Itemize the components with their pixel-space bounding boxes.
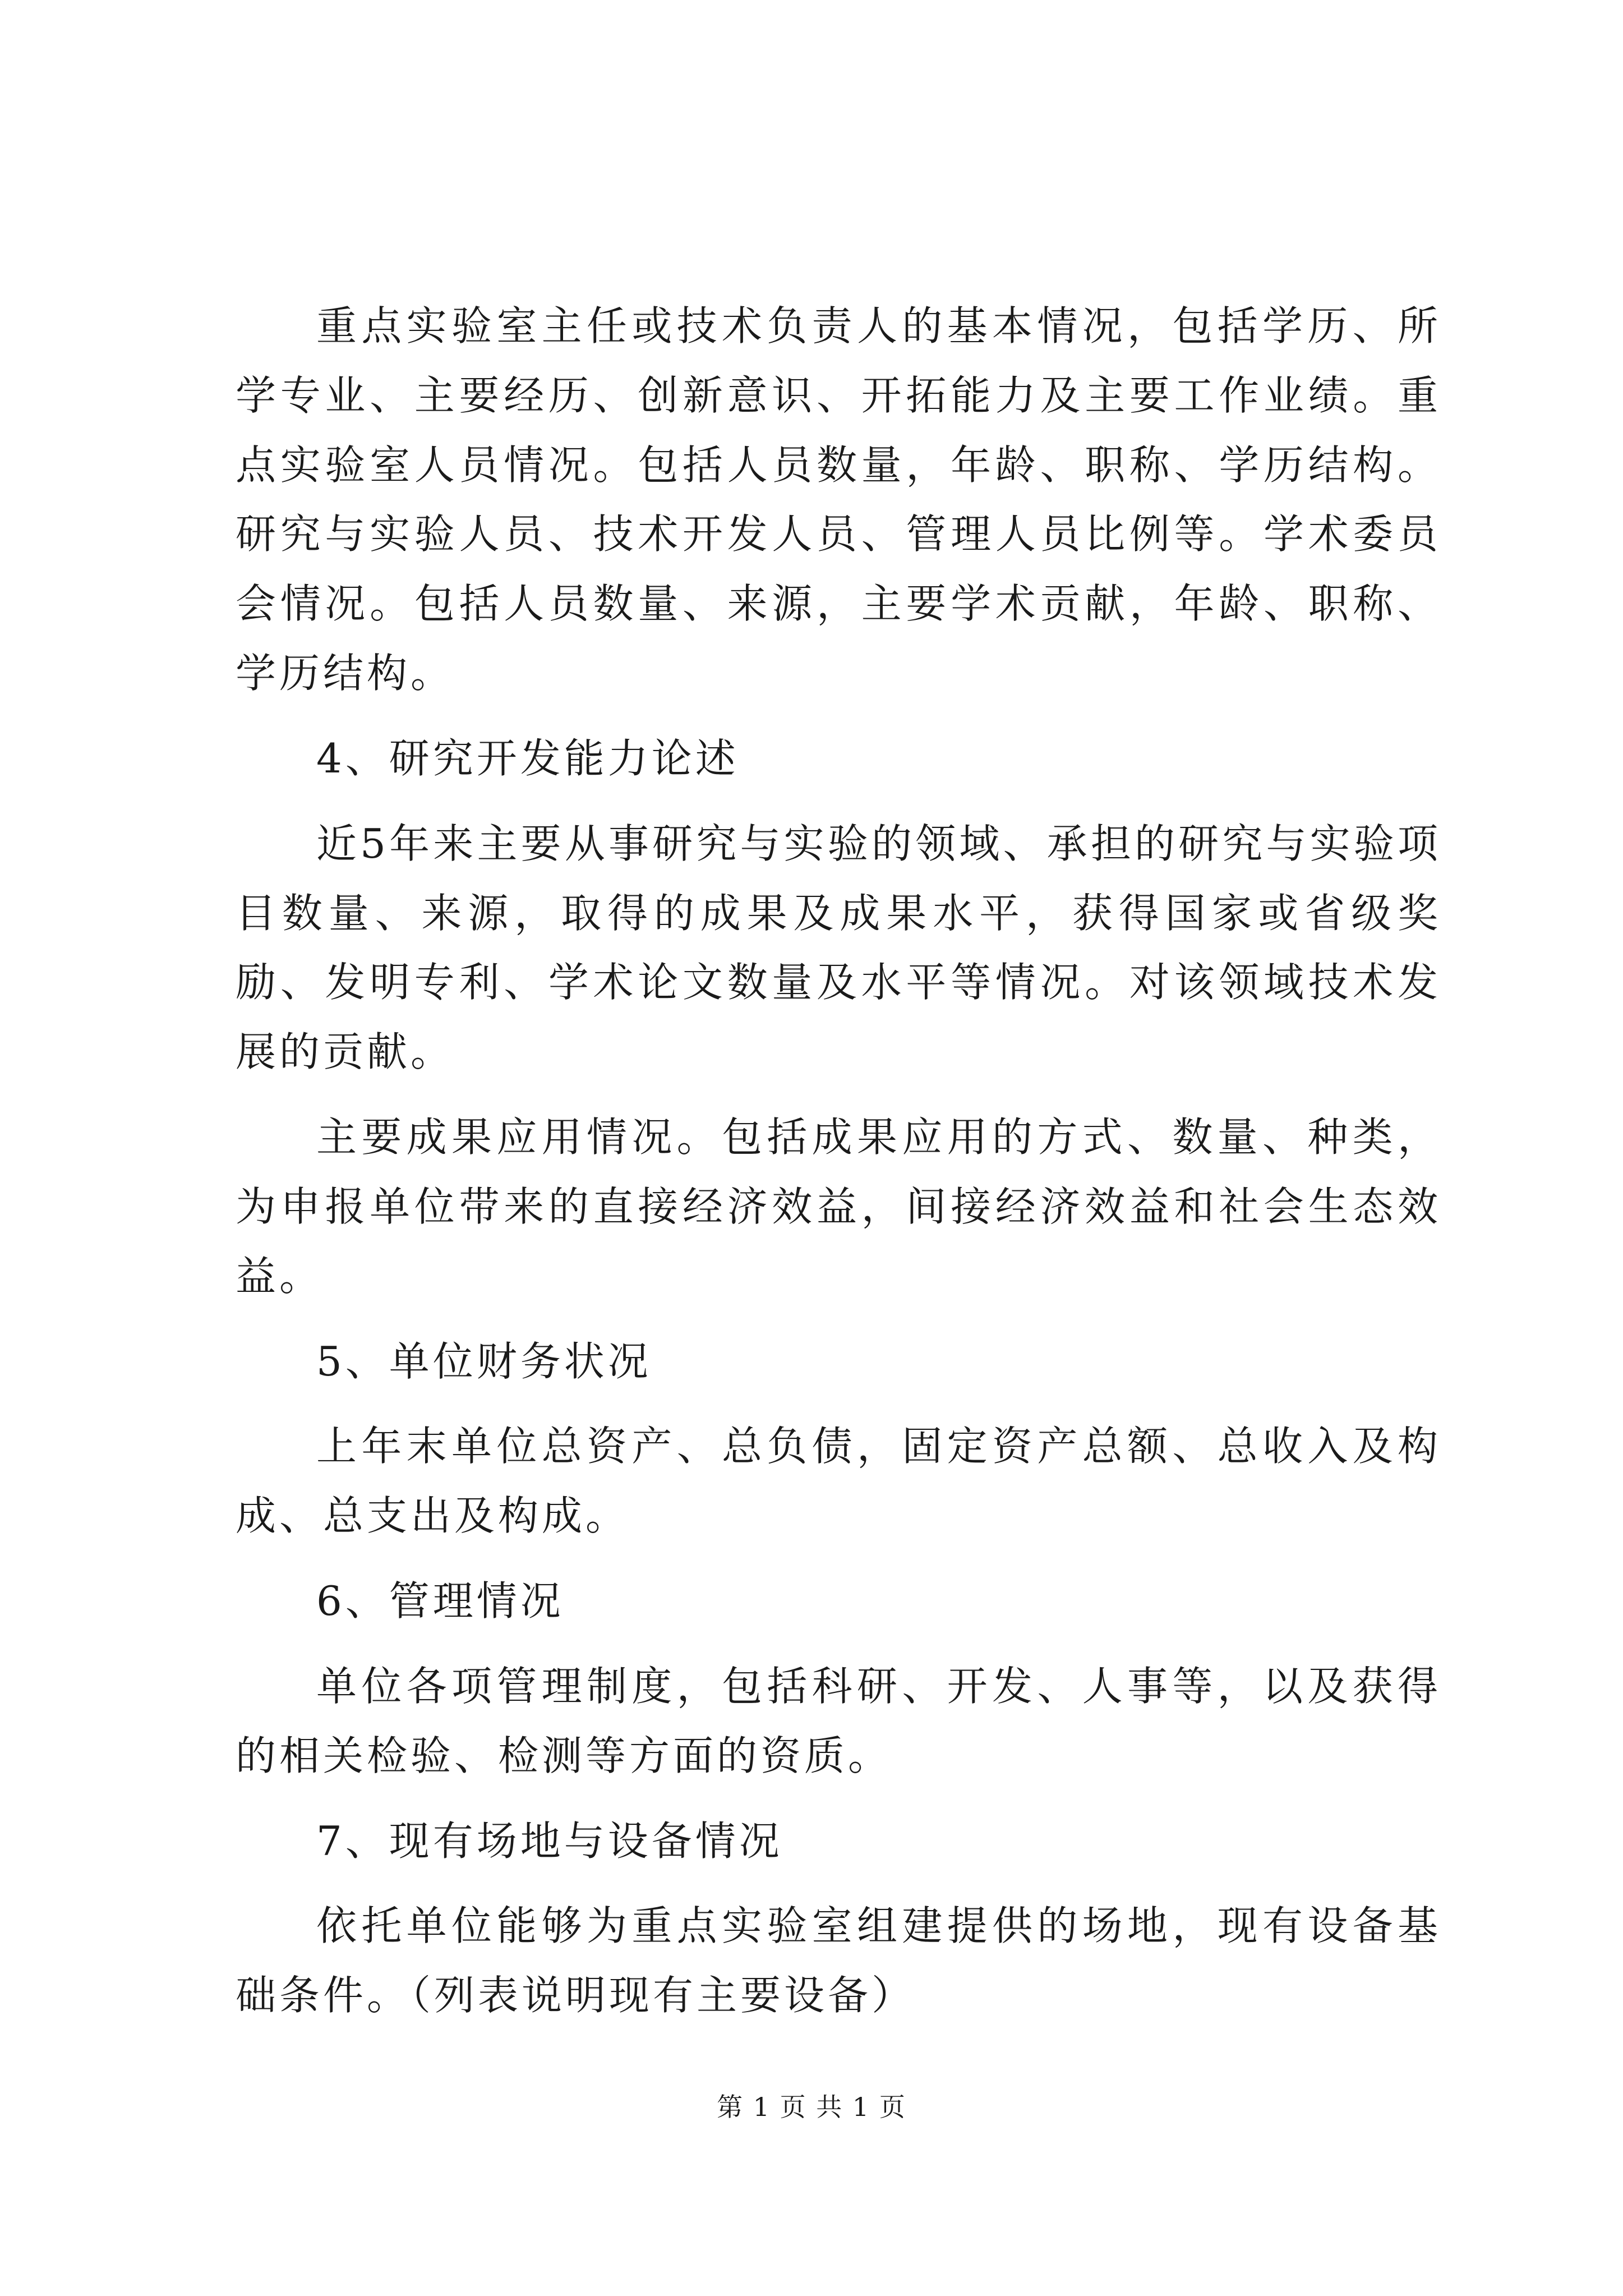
paragraph-lab-director-info: 重点实验室主任或技术负责人的基本情况，包括学历、所学专业、主要经历、创新意识、开拓能力及主要工作业绩。重点实验室人员情况。包括人员数量，年龄、职称、学历结构。研究与实验人员、技术开发人员、管理人员比例等。学术委员会情况。包括人员数量、来源，主要学术贡献，年龄、职称、学历结构。: [236, 302, 1441, 697]
heading-facilities-equipment: 7、现有场地与设备情况: [316, 1817, 783, 1865]
heading-management: 6、管理情况: [316, 1577, 564, 1625]
paragraph-management-details: 单位各项管理制度，包括科研、开发、人事等，以及获得的相关检验、检测等方面的资质。: [236, 1662, 1441, 1779]
heading-rd-capability: 4、研究开发能力论述: [316, 734, 739, 782]
page-footer: 第 1 页 共 1 页: [717, 2092, 906, 2122]
document-body: [236, 292, 1441, 2046]
paragraph-research-areas: 近5年来主要从事研究与实验的领域、承担的研究与实验项目数量、来源，取得的成果及成果水平，获得国家或省级奖励、发明专利、学术论文数量及水平等情况。对该领域技术发展的贡献。: [236, 820, 1441, 1076]
paragraph-facilities-details: 依托单位能够为重点实验室组建提供的场地，现有设备基础条件。（列表说明现有主要设备）: [236, 1902, 1441, 2019]
heading-financial-status: 5、单位财务状况: [316, 1337, 652, 1385]
paragraph-results-application: 主要成果应用情况。包括成果应用的方式、数量、种类，为申报单位带来的直接经济效益，间接经济效益和社会生态效益。: [236, 1114, 1441, 1300]
paragraph-financial-details: 上年末单位总资产、总负债，固定资产总额、总收入及构成、总支出及构成。: [236, 1423, 1441, 1540]
